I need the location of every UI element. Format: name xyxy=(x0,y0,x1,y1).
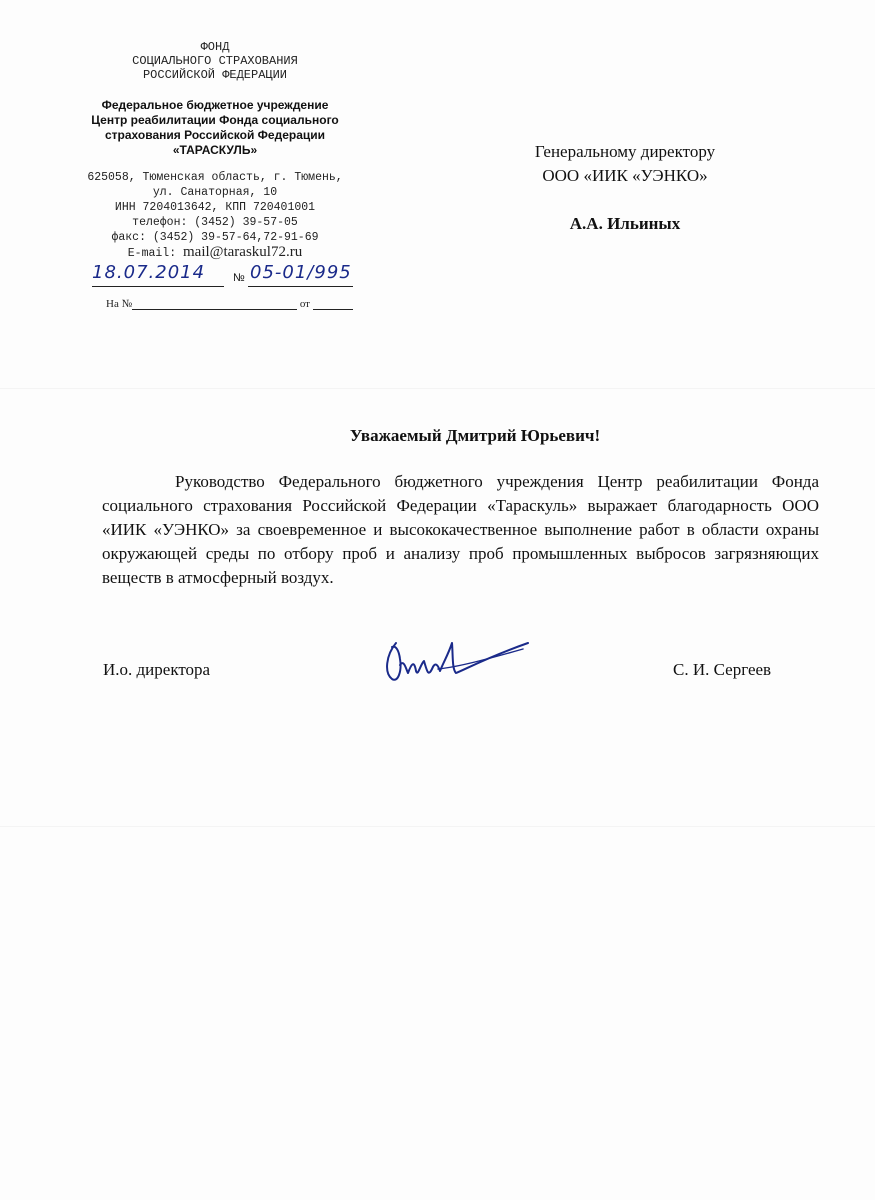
org-line: Центр реабилитации Фонда социального xyxy=(91,113,339,127)
fold-line-bottom xyxy=(0,826,875,827)
signatory-name: С. И. Сергеев xyxy=(673,660,772,679)
email-value: mail@taraskul72.ru xyxy=(183,244,303,260)
fund-line: СОЦИАЛЬНОГО СТРАХОВАНИЯ xyxy=(132,54,298,68)
registration-number-label: № xyxy=(233,272,245,284)
phone-line: телефон: (3452) 39-57-05 xyxy=(132,216,298,229)
reference-date-blank xyxy=(313,299,353,310)
reference-number-blank xyxy=(132,299,297,310)
address-line: 625058, Тюменская область, г. Тюмень, xyxy=(87,171,343,184)
email-label: E-mail: xyxy=(127,247,183,260)
registration-date: 18.07.2014 xyxy=(92,262,206,283)
signatory-title: И.о. директора xyxy=(103,660,211,679)
reference-number-label: На № xyxy=(106,298,133,310)
letterhead-organization xyxy=(60,98,370,158)
address-line: ул. Санаторная, 10 xyxy=(152,186,278,199)
registration-date-field xyxy=(92,262,224,287)
email-line xyxy=(55,245,375,261)
org-line: страхования Российской Федерации xyxy=(105,128,325,142)
org-line: «ТАРАСКУЛЬ» xyxy=(172,143,258,157)
registration-row xyxy=(90,262,360,288)
letter-body: Руководство Федерального бюджетного учреждения Центр реабилитации Фонда социального страхования Российской Федерации «Тараскуль» выражает благодарность ООО «ИИК «УЭНКО» за своевременное и высококачественное выполнение работ в области охраны окружающей среды по отбору проб и анализу проб промышленных выбросов загрязняющих веществ в атмосферный воздух. xyxy=(102,472,819,587)
letterhead-fund xyxy=(60,40,370,82)
salutation: Уважаемый Дмитрий Юрьевич! xyxy=(349,426,601,445)
reference-row xyxy=(106,298,366,310)
registration-number: 05-01/995 xyxy=(250,262,352,283)
inn-kpp-line: ИНН 7204013642, КПП 720401001 xyxy=(114,201,316,214)
addressee-name: А.А. Ильиных xyxy=(569,214,681,233)
reference-from-label: от xyxy=(299,298,310,310)
letterhead-contacts xyxy=(55,170,375,261)
handwritten-signature xyxy=(378,625,538,695)
org-line: Федеральное бюджетное учреждение xyxy=(101,98,329,112)
fund-line: ФОНД xyxy=(200,40,230,54)
fax-line: факс: (3452) 39-57-64,72-91-69 xyxy=(111,231,319,244)
addressee-position: Генеральному директору xyxy=(534,142,716,161)
fold-line-top xyxy=(0,388,875,389)
addressee-block xyxy=(505,140,745,236)
fund-line: РОССИЙСКОЙ ФЕДЕРАЦИИ xyxy=(142,68,288,82)
addressee-company: ООО «ИИК «УЭНКО» xyxy=(542,166,708,185)
registration-number-field xyxy=(248,262,353,287)
